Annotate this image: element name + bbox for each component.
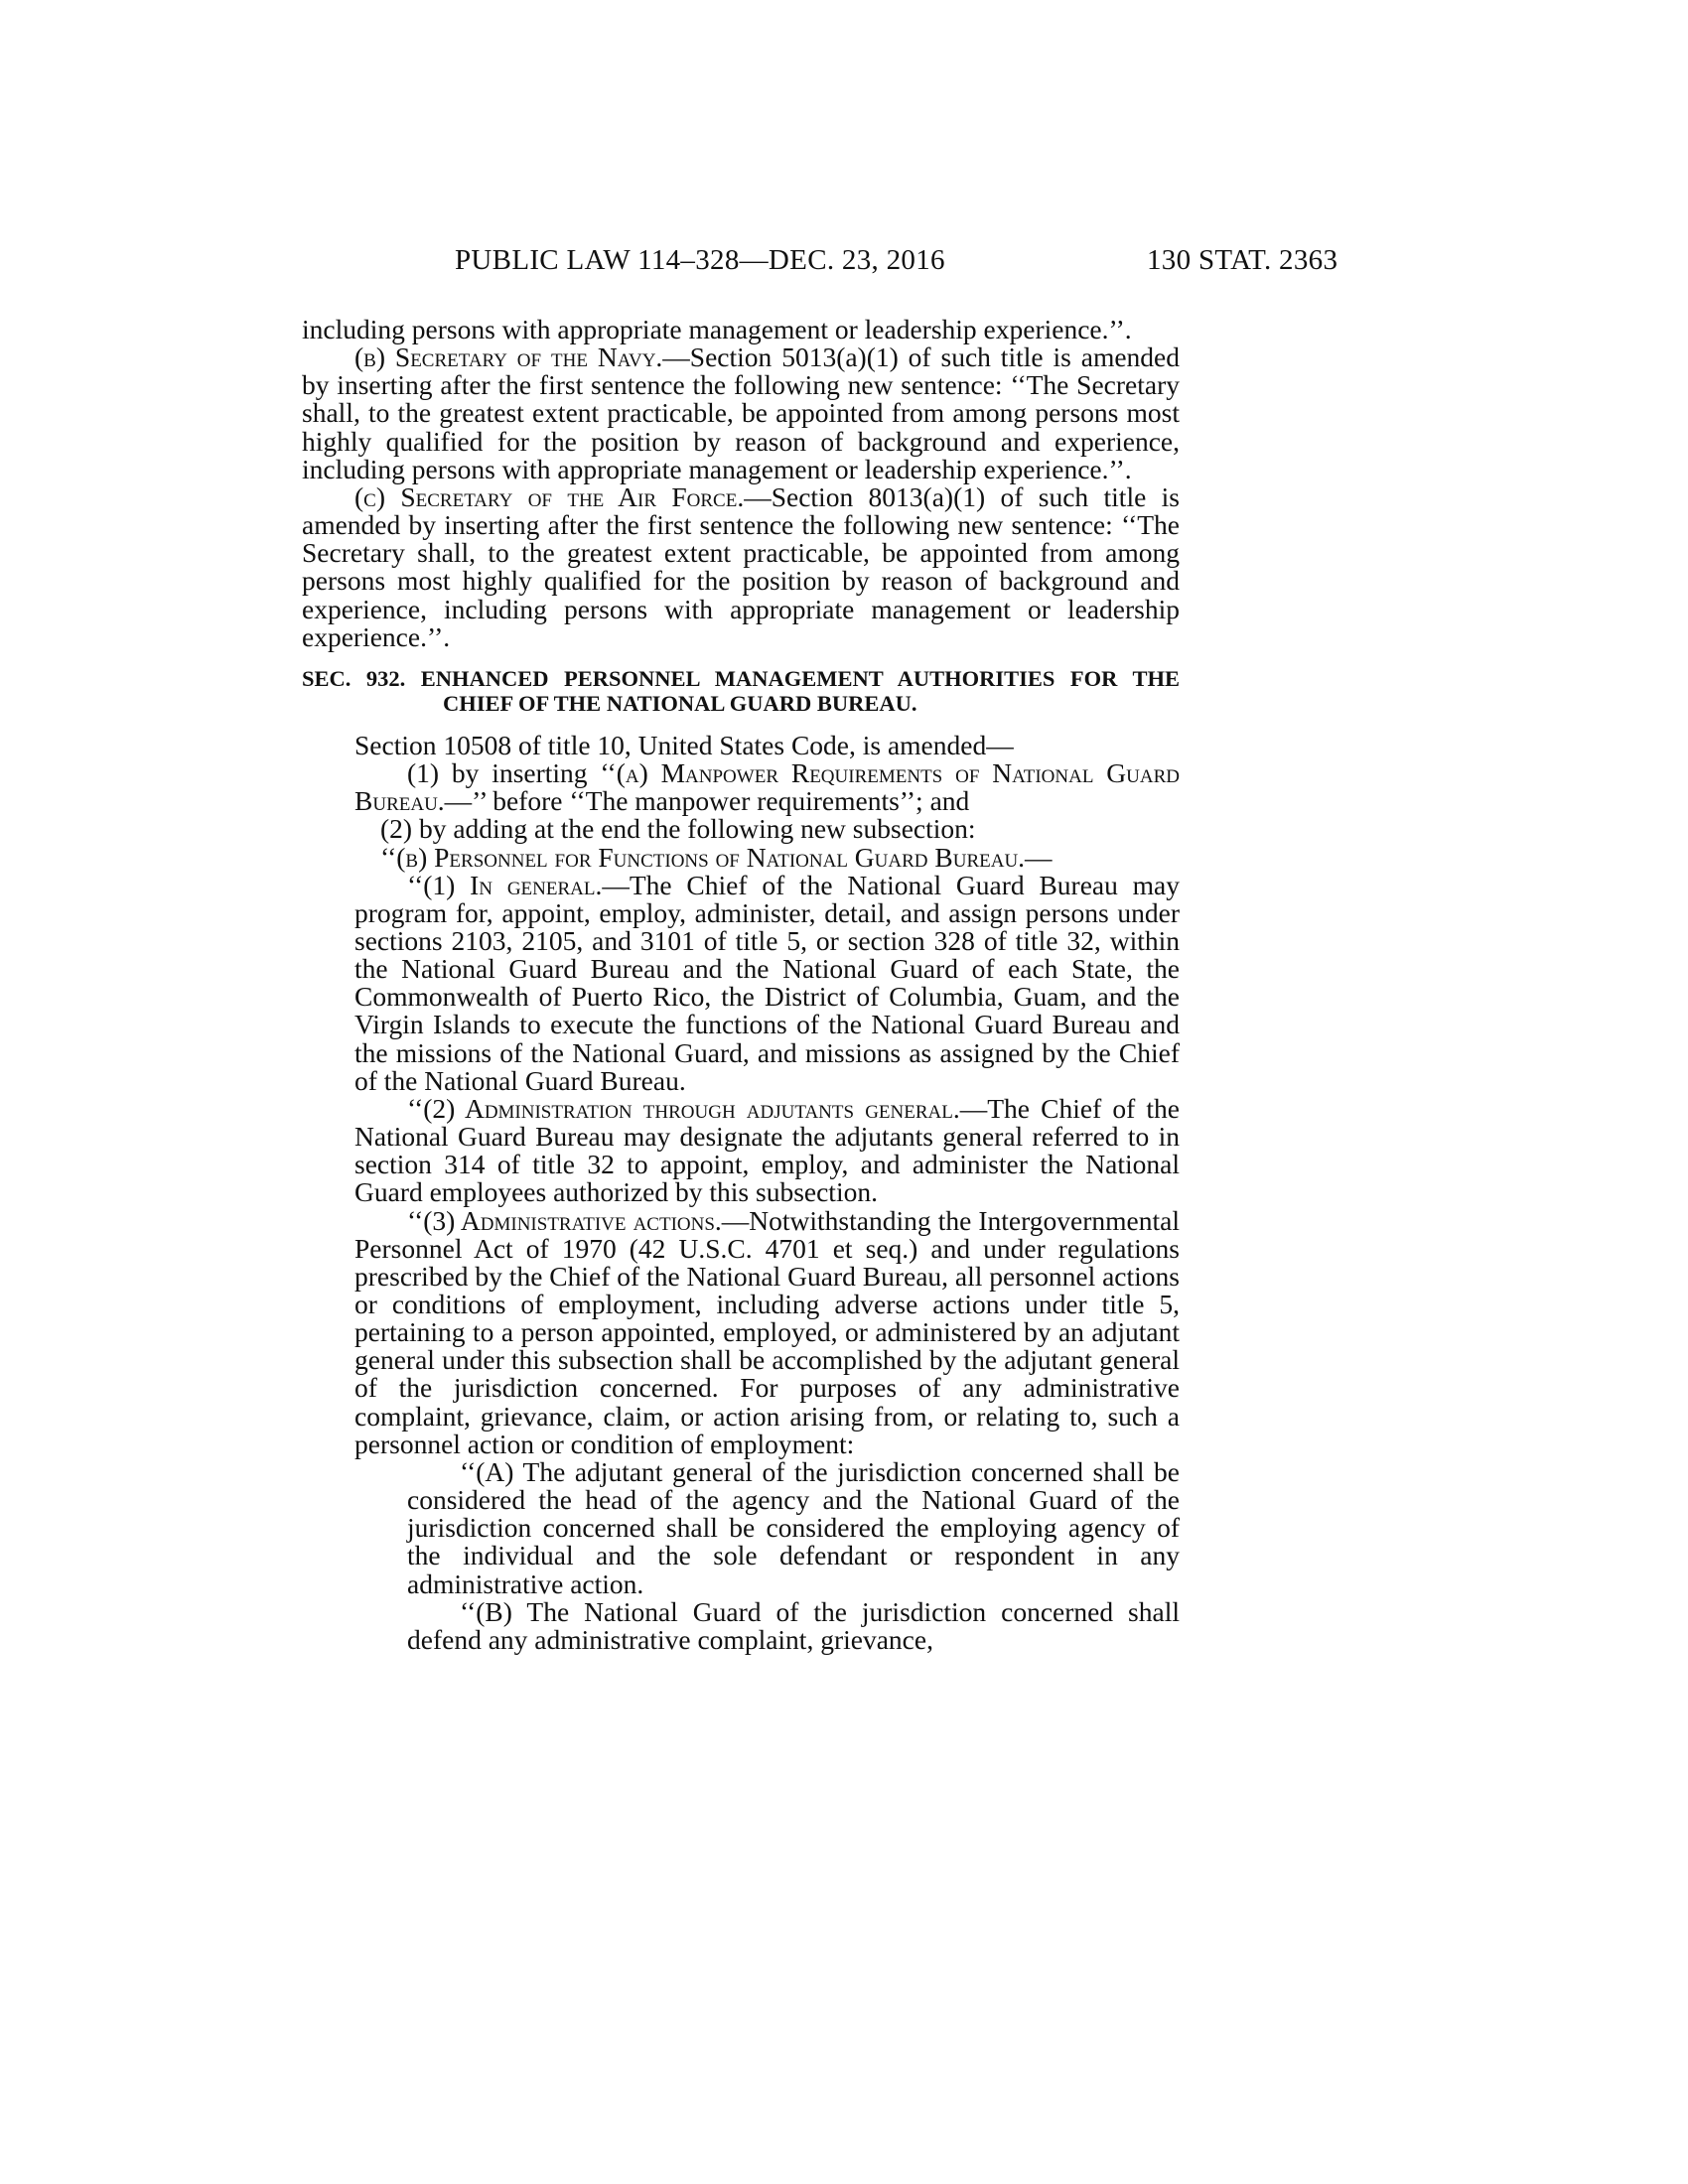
paragraph-b2-administration xyxy=(354,1092,1180,1208)
caption-manpower-requirements: (a) Manpower Requirements of National Guard Bureau. xyxy=(354,757,1181,817)
paragraph-item-2: (2) by adding at the end the following new subsection: xyxy=(380,813,976,845)
text-administrative-actions: —Notwithstanding the Intergovernmental Personnel Act of 1970 (42 U.S.C. 4701 et seq.) and under regulations prescribed by the Chief of the National Guard Bureau, all personnel actions or conditions of employment, including adverse actions under title 5, pertaining to a person appointed, employed, or administered by an adjutant general under this subsection shall be accomplished by the adjutant general of the jurisdiction concerned. For purposes of any administrative complaint, grievance, claim, or action arising from, or relating to, such a personnel action or condition of employment: xyxy=(354,1204,1180,1459)
paragraph-secretary-air-force xyxy=(302,480,1180,652)
paragraph-b3-administrative-actions xyxy=(354,1204,1180,1459)
page-folio: 130 STAT. 2363 xyxy=(1147,244,1338,276)
caption-administrative-actions: ‘‘(3) Administrative actions. xyxy=(407,1204,722,1236)
paragraph-item-1 xyxy=(354,759,1180,815)
paragraph-subparagraph-b: ‘‘(B) The National Guard of the jurisdiction concerned shall defend any administrative complaint, grievance, xyxy=(407,1595,1180,1655)
paragraph-b1-in-general xyxy=(354,869,1181,1096)
caption-administration: ‘‘(2) Administration through adjutants general. xyxy=(407,1092,960,1124)
text-administration: —The Chief of the National Guard Bureau may designate the adjutants general referred to in section 314 of title 32 to appoint, employ, and administer the National Guard employees authorized by this subsection. xyxy=(354,1092,1180,1208)
text-item-1: —’’ before ‘‘The manpower requirements’’; and xyxy=(444,785,970,817)
page-header xyxy=(0,244,1688,284)
running-head: PUBLIC LAW 114–328—DEC. 23, 2016 xyxy=(455,244,945,276)
section-heading: SEC. 932. ENHANCED PERSONNEL MANAGEMENT AUTHORITIES FOR THE CHIEF OF THE NATIONAL GUARD BUREAU. xyxy=(302,665,1180,716)
paragraph-secretary-navy xyxy=(302,343,1180,483)
paragraph-continuation: including persons with appropriate management or leadership experience.’’. xyxy=(302,314,1132,344)
item-1-prefix: (1) by inserting ‘‘ xyxy=(407,757,617,789)
caption-secretary-air-force: (c) Secretary of the Air Force. xyxy=(354,480,745,512)
paragraph-amendment-intro: Section 10508 of title 10, United States Code, is amended— xyxy=(354,729,1014,760)
caption-personnel-functions: ‘‘(b) Personnel for Functions of National Guard Bureau. xyxy=(380,841,1026,873)
caption-in-general: ‘‘(1) In general. xyxy=(407,869,603,900)
paragraph-subsection-b xyxy=(302,841,1180,873)
text-subsection-b: — xyxy=(1025,841,1053,873)
text-in-general: —The Chief of the National Guard Bureau may program for, appoint, employ, administer, detail, and assign persons under sections 2103, 2105, and 3101 of title 5, or section 328 of title 32, within the National Guard Bureau and the National Guard of each State, the Commonwealth of Puerto Rico, the District of Columbia, Guam, and the Virgin Islands to execute the functions of the National Guard Bureau and the missions of the National Guard, and missions as assigned by the Chief of the National Guard Bureau. xyxy=(354,869,1181,1096)
statute-text xyxy=(302,316,1180,1654)
text-secretary-navy: —Section 5013(a)(1) of such title is amended by inserting after the first sentence the following new sentence: ‘‘The Secretary shall, to the greatest extent practicable, be appointed from among persons most highly qualified for the position by reason of background and experience, including persons with appropriate management or leadership experience.’’. xyxy=(302,341,1180,484)
paragraph-subparagraph-a: ‘‘(A) The adjutant general of the jurisdiction concerned shall be considered the head of the agency and the National Guard of the jurisdiction concerned shall be considered the employing agency of the individual and the sole defendant or respondent in any administrative action. xyxy=(407,1455,1180,1599)
caption-secretary-navy: (b) Secretary of the Navy. xyxy=(354,341,663,373)
text-secretary-air-force: —Section 8013(a)(1) of such title is amended by inserting after the first sentence the following new sentence: ‘‘The Secretary shall, to the greatest extent practicable, be appointed from among persons most highly qualified for the position by reason of background and experience, including persons with appropriate management or leadership experience.’’. xyxy=(302,480,1180,652)
